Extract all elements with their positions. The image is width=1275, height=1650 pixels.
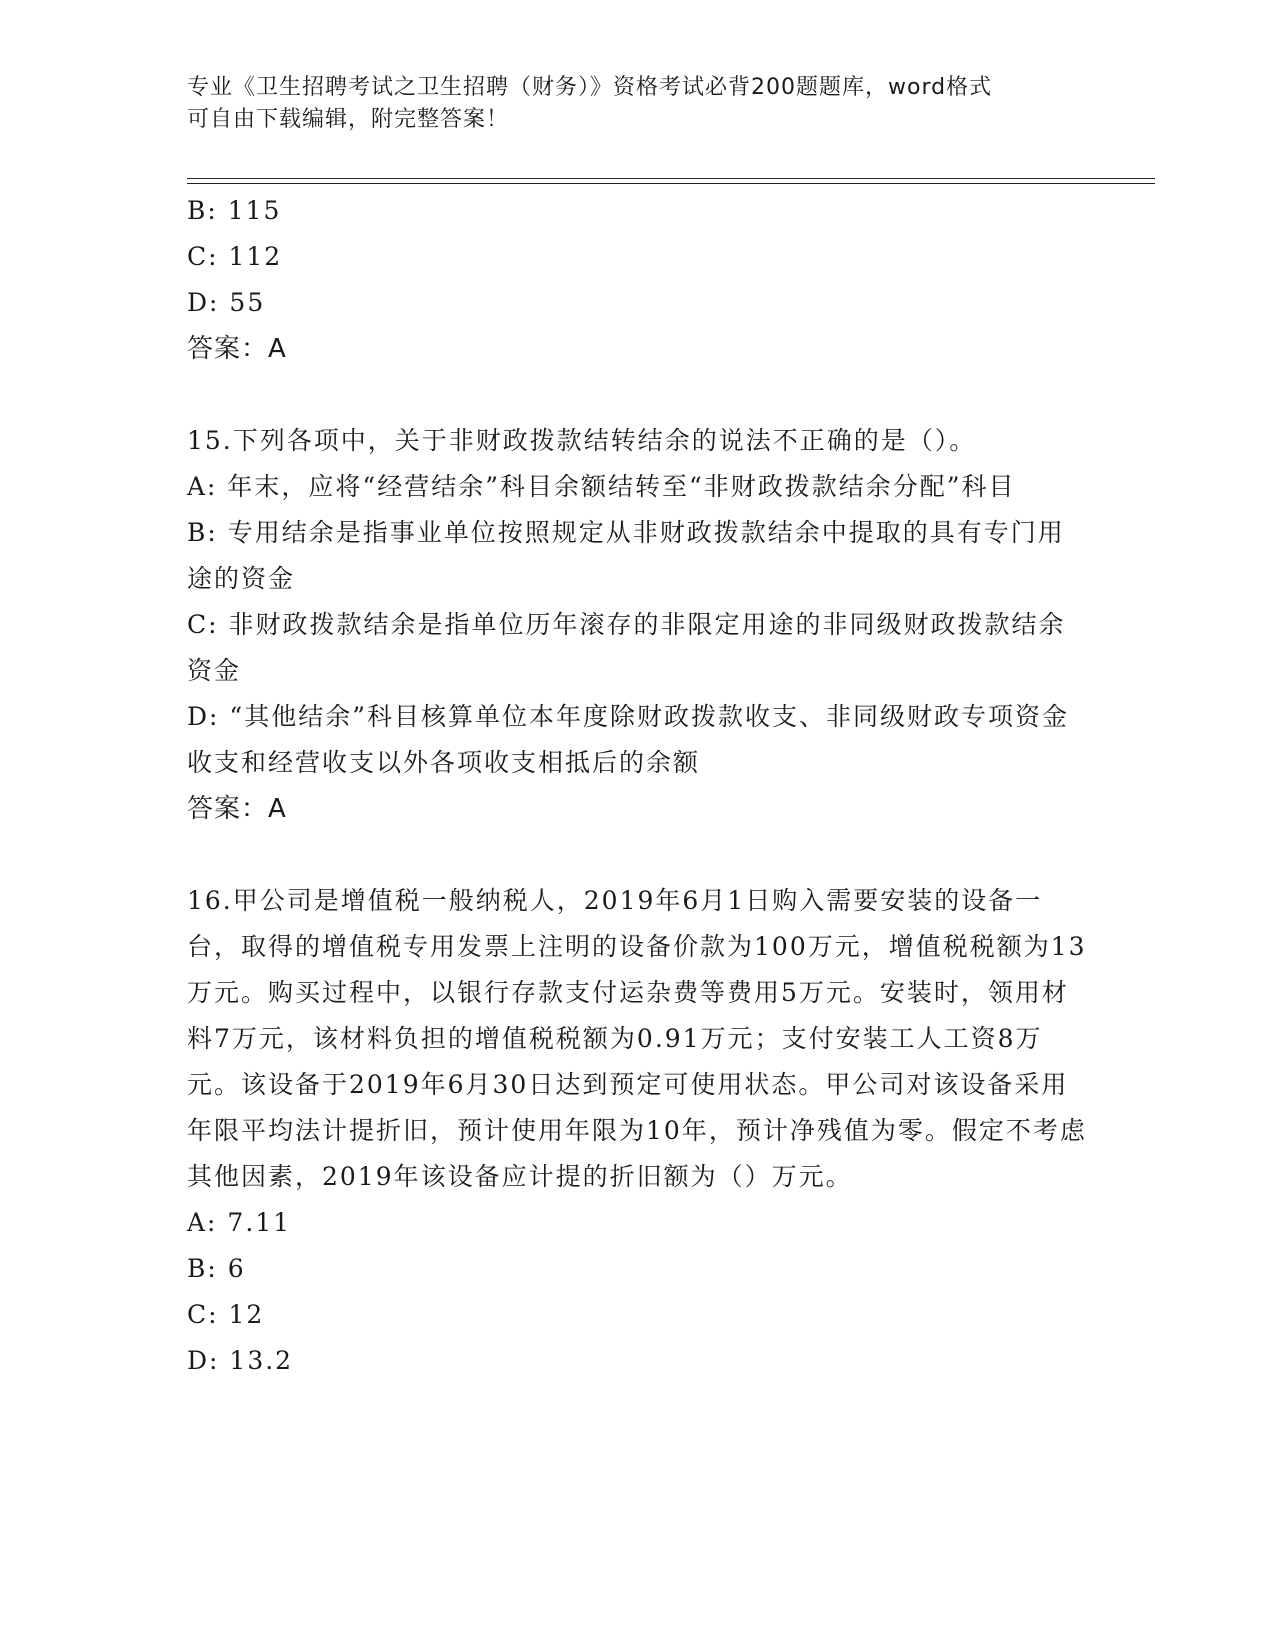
- spacer: [187, 832, 1087, 878]
- q16-option-a: A: 7.11: [187, 1208, 292, 1237]
- q16-option-c: C: 12: [187, 1300, 265, 1329]
- spacer: [187, 372, 1087, 418]
- header-line-2: 可自由下载编辑，附完整答案！: [187, 107, 510, 132]
- prev-option-b: B: 115: [187, 196, 282, 225]
- header-rule-top: [187, 178, 1155, 179]
- q16-option-b: B: 6: [187, 1254, 246, 1283]
- header-rule-bottom: [187, 183, 1155, 184]
- prev-option-c: C: 112: [187, 242, 283, 271]
- q15-option-d: D: “其他结余”科目核算单位本年度除财政拨款收支、非同级财政专项资金收支和经营收支以外各项收支相抵后的余额: [187, 702, 1069, 777]
- prev-answer: 答案：A: [187, 334, 287, 364]
- header-line-1: 专业《卫生招聘考试之卫生招聘（财务）》资格考试必背200题题库，word格式: [187, 75, 993, 100]
- prev-option-d: D: 55: [187, 288, 266, 317]
- q16-stem: 16.甲公司是增值税一般纳税人，2019年6月1日购入需要安装的设备一台，取得的增值税专用发票上注明的设备价款为100万元，增值税税额为13万元。购买过程中，以银行存款支付运杂费等费用5万元。安装时，领用材料7万元，该材料负担的增值税税额为0.91万元；支付安装工人工资8万元。该设备于2019年6月30日达到预定可使用状态。甲公司对该设备采用年限平均法计提折旧，预计使用年限为10年，预计净残值为零。假定不考虑其他因素，2019年该设备应计提的折旧额为（）万元。: [187, 886, 1087, 1191]
- q15-option-c: C: 非财政拨款结余是指单位历年滚存的非限定用途的非同级财政拨款结余资金: [187, 610, 1066, 685]
- q15-stem: 15.下列各项中，关于非财政拨款结转结余的说法不正确的是（）。: [187, 426, 977, 455]
- q16-option-d: D: 13.2: [187, 1346, 294, 1375]
- q15-answer: 答案：A: [187, 794, 287, 824]
- q15-option-b: B: 专用结余是指事业单位按照规定从非财政拨款结余中提取的具有专门用途的资金: [187, 518, 1065, 593]
- document-body: [187, 188, 1087, 1384]
- page-header: [187, 72, 1067, 136]
- q15-option-a: A: 年末，应将“经营结余”科目余额结转至“非财政拨款结余分配”科目: [187, 472, 1016, 501]
